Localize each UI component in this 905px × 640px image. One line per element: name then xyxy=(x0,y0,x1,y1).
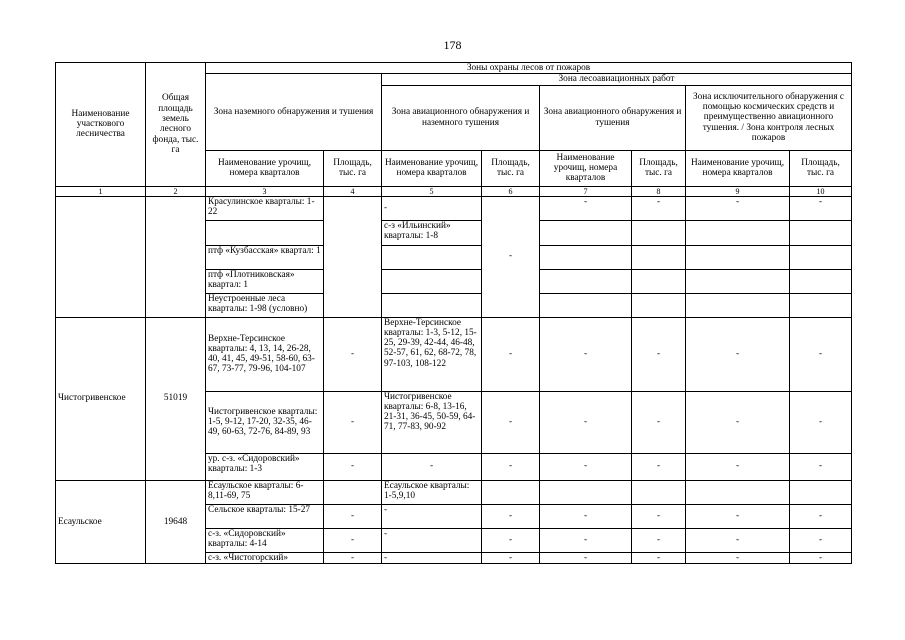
table-cell: - xyxy=(382,552,482,563)
table-cell: - xyxy=(482,453,540,480)
table-cell: Чистогривенское кварталы: 6-8, 13-16, 21-31, 36-45, 50-59, 64-71, 77-83, 90-92 xyxy=(382,391,482,453)
table-cell: - xyxy=(686,453,790,480)
table-cell: - xyxy=(790,196,852,220)
cell-empty xyxy=(540,269,632,293)
table-cell: - xyxy=(540,317,632,391)
table-cell: - xyxy=(632,391,686,453)
table-cell: птф «Кузбасская» квартал: 1 xyxy=(206,245,324,269)
table-cell: - xyxy=(540,552,632,563)
header-sub-name-9: Наименование урочищ, номера кварталов xyxy=(686,150,790,186)
cell-empty xyxy=(324,196,382,317)
col-number: 4 xyxy=(324,186,382,196)
cell-empty xyxy=(482,480,540,504)
header-air-zone: Зона авиационного обнаружения и тушения xyxy=(540,85,686,150)
col-number: 3 xyxy=(206,186,324,196)
cell-empty xyxy=(632,480,686,504)
table-cell: - xyxy=(632,528,686,552)
header-sub-name-5: Наименование урочищ, номера кварталов xyxy=(382,150,482,186)
table-cell: - xyxy=(382,453,482,480)
cell-empty xyxy=(686,293,790,317)
table-cell: - xyxy=(686,528,790,552)
header-space-zone: Зона исключительного обнаружения с помощью космических средств и преимущественно авиационного тушения. / Зона контроля лесных пожаров xyxy=(686,85,852,150)
table-cell: - xyxy=(686,317,790,391)
table-cell: - xyxy=(632,317,686,391)
cell-empty xyxy=(540,480,632,504)
table-cell: - xyxy=(686,504,790,528)
cell-empty xyxy=(790,269,852,293)
table-cell: - xyxy=(632,552,686,563)
table-cell: птф «Плотниковская» квартал: 1 xyxy=(206,269,324,293)
forestry-name: Есаульское xyxy=(56,480,146,563)
table-cell: - xyxy=(686,391,790,453)
cell-empty xyxy=(632,245,686,269)
cell-empty xyxy=(686,220,790,245)
header-sub-area-10: Площадь, тыс. га xyxy=(790,150,852,186)
page-number: 178 xyxy=(443,38,462,52)
table-cell: Верхне-Терсинское кварталы: 4, 13, 14, 26-28, 40, 41, 45, 49-51, 58-60, 63-67, 73-77, 79-96, 104-107 xyxy=(206,317,324,391)
header-sub-name-7: Наименование урочищ, номера кварталов xyxy=(540,150,632,186)
cell-empty xyxy=(632,220,686,245)
cell-empty xyxy=(790,245,852,269)
header-sub-name-3: Наименование урочищ, номера кварталов xyxy=(206,150,324,186)
cell-empty xyxy=(790,220,852,245)
table-cell: - xyxy=(482,528,540,552)
table-cell: - xyxy=(632,453,686,480)
col-number: 8 xyxy=(632,186,686,196)
cell-empty xyxy=(382,293,482,317)
table-cell: - xyxy=(540,391,632,453)
table-cell: - xyxy=(632,196,686,220)
header-aviation-zone: Зона лесоавиационных работ xyxy=(382,74,852,85)
forestry-total-area: 51019 xyxy=(146,317,206,480)
col-number: 5 xyxy=(382,186,482,196)
table-cell: - xyxy=(482,391,540,453)
cell-empty xyxy=(382,269,482,293)
cell-empty xyxy=(632,269,686,293)
table-cell: - xyxy=(482,504,540,528)
table-cell: - xyxy=(540,528,632,552)
cell-empty xyxy=(206,220,324,245)
table-cell: - xyxy=(790,552,852,563)
table-cell: - xyxy=(632,504,686,528)
header-sub-area-4: Площадь, тыс. га xyxy=(324,150,382,186)
col-number: 10 xyxy=(790,186,852,196)
cell-empty xyxy=(790,480,852,504)
table-cell: - xyxy=(790,528,852,552)
table-cell: - xyxy=(790,453,852,480)
table-cell: - xyxy=(324,552,382,563)
table-cell: с-з «Ильинский» кварталы: 1-8 xyxy=(382,220,482,245)
table-cell: - xyxy=(540,453,632,480)
cell-empty xyxy=(686,245,790,269)
table-cell: ур. с-з. «Сидоровский» кварталы: 1-3 xyxy=(206,453,324,480)
col-number: 1 xyxy=(56,186,146,196)
cell-empty xyxy=(324,480,382,504)
table-cell: Сельское кварталы: 15-27 xyxy=(206,504,324,528)
header-air-ground-zone: Зона авиационного обнаружения и наземного тушения xyxy=(382,85,540,150)
header-ground-zone: Зона наземного обнаружения и тушения xyxy=(206,74,382,150)
table-cell: - xyxy=(790,391,852,453)
table-cell: - xyxy=(540,196,632,220)
table-cell: - xyxy=(324,504,382,528)
cell-empty xyxy=(56,196,146,317)
table-cell: Неустроенные леса кварталы: 1-98 (условно) xyxy=(206,293,324,317)
table-cell: - xyxy=(324,453,382,480)
table-cell: - xyxy=(790,504,852,528)
forestry-name: Чистогривенское xyxy=(56,317,146,480)
cell-empty xyxy=(382,245,482,269)
table-cell: Верхне-Терсинское кварталы: 1-3, 5-12, 15-25, 29-39, 42-44, 46-48, 52-57, 61, 62, 68-72, 78, 97-103, 108-122 xyxy=(382,317,482,391)
col-number: 6 xyxy=(482,186,540,196)
cell-empty xyxy=(686,480,790,504)
table-cell: с-з. «Чистогорский» xyxy=(206,552,324,563)
header-total-area: Общая площадь земель лесного фонда, тыс. га xyxy=(146,63,206,187)
table-cell: - xyxy=(540,504,632,528)
table-cell: Красулинское кварталы: 1-22 xyxy=(206,196,324,220)
table-cell: - xyxy=(382,196,482,220)
table-cell: - xyxy=(324,391,382,453)
table-cell: с-з. «Сидоровский» кварталы: 4-14 xyxy=(206,528,324,552)
cell-empty xyxy=(540,293,632,317)
table-cell: - xyxy=(686,196,790,220)
header-sub-area-6: Площадь, тыс. га xyxy=(482,150,540,186)
cell-empty xyxy=(790,293,852,317)
table-cell: Есаульское кварталы: 1-5,9,10 xyxy=(382,480,482,504)
col-number: 7 xyxy=(540,186,632,196)
table-cell: - xyxy=(482,552,540,563)
cell-empty xyxy=(686,269,790,293)
table-cell: - xyxy=(324,528,382,552)
cell-empty xyxy=(146,196,206,317)
table-cell: - xyxy=(324,317,382,391)
forestry-total-area: 19648 xyxy=(146,480,206,563)
table-cell: - xyxy=(482,196,540,317)
col-number: 2 xyxy=(146,186,206,196)
cell-empty xyxy=(540,245,632,269)
table-cell: Есаульское кварталы: 6-8,11-69, 75 xyxy=(206,480,324,504)
cell-empty xyxy=(540,220,632,245)
table-cell: - xyxy=(382,504,482,528)
col-number: 9 xyxy=(686,186,790,196)
table-cell: - xyxy=(790,317,852,391)
header-name: Наименование участкового лесничества xyxy=(56,63,146,187)
header-sub-area-8: Площадь, тыс. га xyxy=(632,150,686,186)
cell-empty xyxy=(632,293,686,317)
table-cell: - xyxy=(686,552,790,563)
header-zones: Зоны охраны лесов от пожаров xyxy=(206,63,852,74)
table-cell: Чистогривенское кварталы: 1-5, 9-12, 17-20, 32-35, 46-49, 60-63, 72-76, 84-89, 93 xyxy=(206,391,324,453)
table-cell: - xyxy=(382,528,482,552)
table-cell: - xyxy=(482,317,540,391)
forest-fire-zones-table xyxy=(55,62,852,564)
